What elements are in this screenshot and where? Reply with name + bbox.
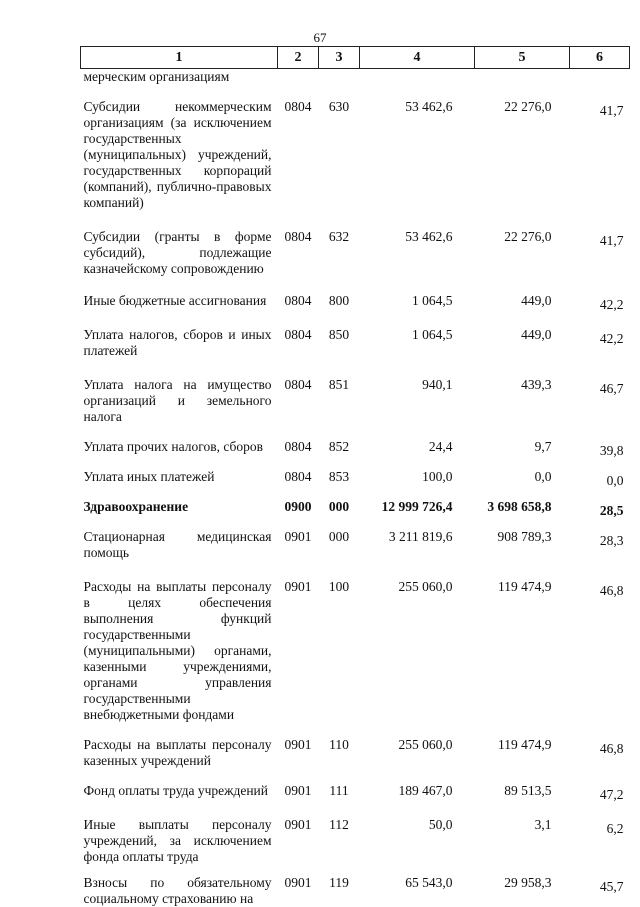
row-percent-value: 28,3 (570, 529, 630, 579)
row-section-code: 0901 (278, 783, 319, 817)
row-type-code: 630 (319, 99, 360, 229)
row-execution-value (475, 69, 570, 100)
row-name: Уплата иных платежей (81, 469, 278, 499)
row-execution-value: 29 958,3 (475, 875, 570, 907)
row-name: Взносы по обязательному социальному страхованию на (81, 875, 278, 907)
row-section-code: 0901 (278, 817, 319, 875)
row-percent-value: 46,8 (570, 737, 630, 783)
row-plan-value: 12 999 726,4 (360, 499, 475, 529)
row-execution-value: 449,0 (475, 293, 570, 327)
row-type-code: 100 (319, 579, 360, 737)
row-execution-value: 119 474,9 (475, 737, 570, 783)
row-execution-value: 119 474,9 (475, 579, 570, 737)
row-name: Уплата налога на имущество организаций и земельного налога (81, 377, 278, 439)
header-col-5: 5 (475, 47, 570, 69)
row-section-code: 0804 (278, 377, 319, 439)
table-row (81, 377, 630, 439)
table-row (81, 99, 630, 229)
row-type-code: 632 (319, 229, 360, 293)
row-section-code: 0804 (278, 327, 319, 377)
row-name: Расходы на выплаты персоналу в целях обеспечения выполнения функций государственными (муниципальными) органами, казенными учреждениями, органами управления государственными внебюджетными фондами (81, 579, 278, 737)
row-section-code: 0804 (278, 99, 319, 229)
row-percent-value (570, 69, 630, 100)
table-row (81, 783, 630, 817)
row-section-code: 0901 (278, 875, 319, 907)
row-name: Здравоохранение (81, 499, 278, 529)
table-row (81, 229, 630, 293)
row-execution-value: 0,0 (475, 469, 570, 499)
row-execution-value: 3,1 (475, 817, 570, 875)
row-plan-value: 1 064,5 (360, 293, 475, 327)
header-col-4: 4 (360, 47, 475, 69)
row-execution-value: 9,7 (475, 439, 570, 469)
row-plan-value: 1 064,5 (360, 327, 475, 377)
table-row (81, 469, 630, 499)
row-name: Субсидии (гранты в форме субсидий), подлежащие казначейскому сопровождению (81, 229, 278, 293)
row-type-code: 119 (319, 875, 360, 907)
row-name: Фонд оплаты труда учреждений (81, 783, 278, 817)
header-col-6: 6 (570, 47, 630, 69)
row-plan-value: 53 462,6 (360, 99, 475, 229)
row-name: Уплата прочих налогов, сборов (81, 439, 278, 469)
row-percent-value: 41,7 (570, 99, 630, 229)
table-row (81, 875, 630, 907)
row-plan-value: 53 462,6 (360, 229, 475, 293)
row-type-code: 000 (319, 499, 360, 529)
row-plan-value: 50,0 (360, 817, 475, 875)
table-row (81, 737, 630, 783)
row-section-code: 0901 (278, 737, 319, 783)
row-type-code: 850 (319, 327, 360, 377)
row-section-code: 0900 (278, 499, 319, 529)
row-execution-value: 89 513,5 (475, 783, 570, 817)
page-number: 67 (0, 30, 640, 46)
table-row (81, 69, 630, 100)
row-section-code: 0901 (278, 529, 319, 579)
header-col-3: 3 (319, 47, 360, 69)
row-type-code: 000 (319, 529, 360, 579)
row-percent-value: 0,0 (570, 469, 630, 499)
row-type-code: 851 (319, 377, 360, 439)
row-type-code: 110 (319, 737, 360, 783)
row-percent-value: 45,7 (570, 875, 630, 907)
row-percent-value: 6,2 (570, 817, 630, 875)
row-section-code: 0901 (278, 579, 319, 737)
row-execution-value: 22 276,0 (475, 99, 570, 229)
row-plan-value: 255 060,0 (360, 737, 475, 783)
table-row (81, 293, 630, 327)
row-name: Расходы на выплаты персоналу казенных учреждений (81, 737, 278, 783)
row-plan-value: 255 060,0 (360, 579, 475, 737)
row-execution-value: 3 698 658,8 (475, 499, 570, 529)
row-execution-value: 908 789,3 (475, 529, 570, 579)
table-row (81, 579, 630, 737)
row-percent-value: 46,8 (570, 579, 630, 737)
row-plan-value (360, 69, 475, 100)
row-plan-value: 24,4 (360, 439, 475, 469)
row-plan-value: 3 211 819,6 (360, 529, 475, 579)
row-plan-value: 65 543,0 (360, 875, 475, 907)
row-execution-value: 439,3 (475, 377, 570, 439)
row-plan-value: 189 467,0 (360, 783, 475, 817)
row-plan-value: 100,0 (360, 469, 475, 499)
row-percent-value: 28,5 (570, 499, 630, 529)
table-row (81, 327, 630, 377)
table-row (81, 817, 630, 875)
row-percent-value: 42,2 (570, 293, 630, 327)
row-type-code (319, 69, 360, 100)
row-plan-value: 940,1 (360, 377, 475, 439)
row-section-code: 0804 (278, 439, 319, 469)
row-type-code: 112 (319, 817, 360, 875)
row-percent-value: 46,7 (570, 377, 630, 439)
table-row (81, 439, 630, 469)
row-name: Стационарная медицинская помощь (81, 529, 278, 579)
row-type-code: 853 (319, 469, 360, 499)
row-percent-value: 41,7 (570, 229, 630, 293)
row-name: Иные бюджетные ассигнования (81, 293, 278, 327)
table-body (81, 69, 630, 907)
row-name: Иные выплаты персоналу учреждений, за исключением фонда оплаты труда (81, 817, 278, 875)
row-section-code: 0804 (278, 293, 319, 327)
row-name: мерческим организациям (81, 69, 278, 100)
row-percent-value: 39,8 (570, 439, 630, 469)
row-type-code: 800 (319, 293, 360, 327)
row-section-code: 0804 (278, 229, 319, 293)
header-col-1: 1 (81, 47, 278, 69)
table-row (81, 529, 630, 579)
row-section-code: 0804 (278, 469, 319, 499)
row-percent-value: 47,2 (570, 783, 630, 817)
row-type-code: 111 (319, 783, 360, 817)
row-section-code (278, 69, 319, 100)
row-name: Субсидии некоммерческим организациям (за исключением государственных (муниципальных) учреждений, государственных корпораций (компаний), публично-правовых компаний) (81, 99, 278, 229)
table-header-row (81, 47, 630, 69)
budget-table (80, 46, 630, 907)
header-col-2: 2 (278, 47, 319, 69)
row-percent-value: 42,2 (570, 327, 630, 377)
row-execution-value: 22 276,0 (475, 229, 570, 293)
table-row (81, 499, 630, 529)
row-type-code: 852 (319, 439, 360, 469)
row-name: Уплата налогов, сборов и иных платежей (81, 327, 278, 377)
row-execution-value: 449,0 (475, 327, 570, 377)
